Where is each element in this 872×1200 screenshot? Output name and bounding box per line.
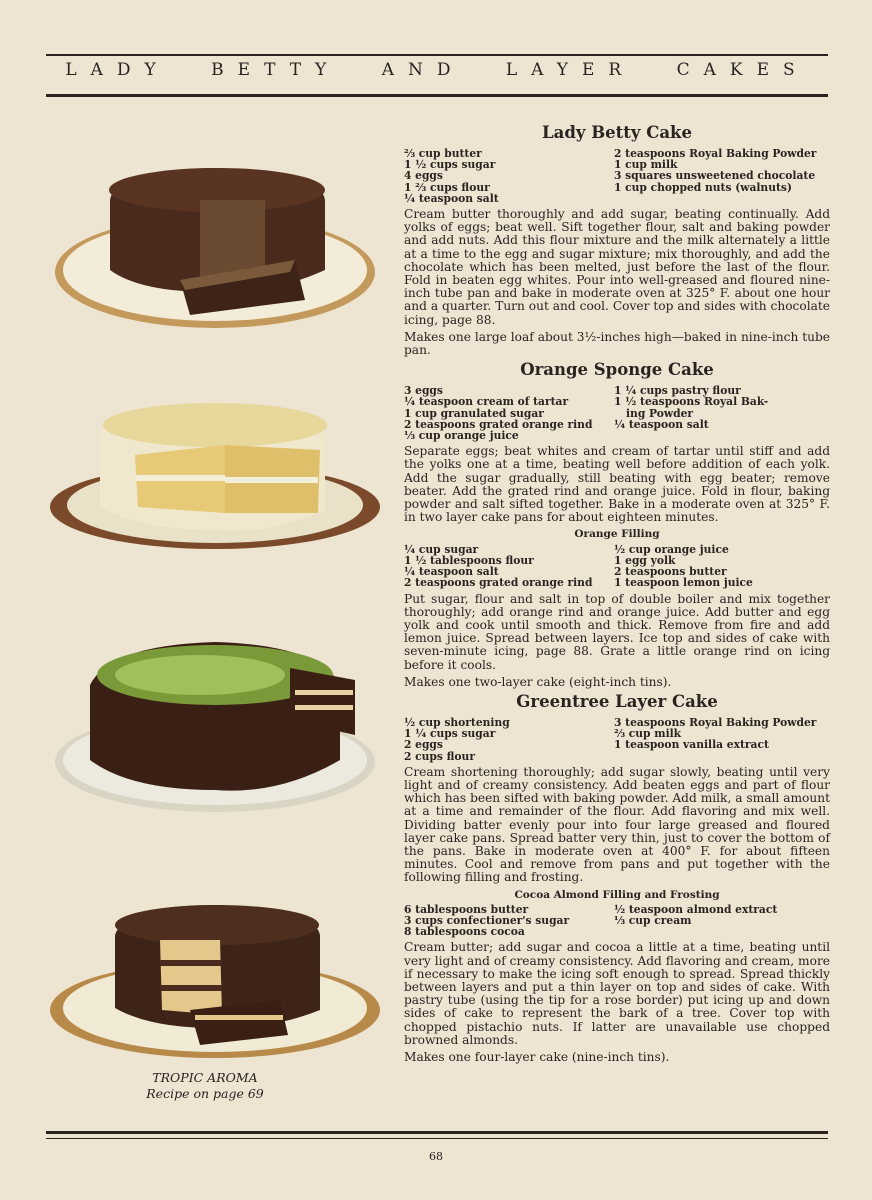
recipe-yield: Makes one large loaf about 3½-inches high—baked in nine-inch tube pan. bbox=[404, 329, 830, 358]
recipe-title: Lady Betty Cake bbox=[542, 123, 692, 142]
ingredient: ¼ teaspoon salt bbox=[404, 191, 499, 205]
ingredient: 1 teaspoon vanilla extract bbox=[614, 738, 769, 752]
caption-reference: Recipe on page 69 bbox=[146, 1086, 264, 1101]
recipe-method: Cream shortening thoroughly; add sugar slowly, beating until very light and of creamy consistency. Add beaten eggs and part of flour which has been sifted with baking powder. Add milk, a small amount at a time and remainder of the flour. Add flavoring and mix well. Dividing batter evenly pour into four large greased and floured layer cake pans. Spread batter very thin, just to cover the bottom of the pans. Bake in moderate oven at 400° F. for about fifteen minutes. Cool and remove from pans and put together with the following filling and frosting. bbox=[404, 764, 830, 885]
ingredient-list bbox=[404, 904, 830, 938]
ingredient: 2 teaspoons grated orange rind bbox=[404, 417, 593, 431]
ingredient: 1 cup granulated sugar bbox=[404, 406, 544, 420]
ingredient: 6 tablespoons butter bbox=[404, 902, 529, 916]
recipe-title: Orange Sponge Cake bbox=[520, 360, 714, 380]
ingredient: ing Powder bbox=[626, 406, 694, 420]
header-rule-bottom bbox=[46, 94, 828, 97]
ingredient: 3 eggs bbox=[404, 384, 443, 398]
running-header: LADY BETTY AND LAYER CAKES bbox=[65, 60, 809, 80]
ingredient: 1 ⅔ cups flour bbox=[404, 180, 490, 194]
ingredient: 1 ¼ cups sugar bbox=[404, 727, 496, 741]
ingredient-list bbox=[404, 544, 830, 589]
ingredient: ⅓ cup cream bbox=[614, 913, 692, 927]
ingredient: 1 cup chopped nuts (walnuts) bbox=[614, 180, 792, 194]
ingredient-list bbox=[404, 717, 830, 762]
ingredient: 2 teaspoons grated orange rind bbox=[404, 576, 593, 590]
ingredient: 3 squares unsweetened chocolate bbox=[614, 169, 816, 183]
ingredient: 2 cups flour bbox=[404, 749, 475, 763]
recipe-method: Cream butter thoroughly and add sugar, beating continually. Add yolks of eggs; beat well. Sift together flour, salt and baking powder and add nuts. Add this flour mixture and the milk alternately a little at a time to the egg and sugar mixture; mix thoroughly, and add the chocolate which has been melted, just before the last of the flour. Fold in beaten egg whites. Pour into well-greased and floured nine-inch tube pan and bake in moderate oven at 325° F. about one hour and a quarter. Turn out and cool. Cover top and sides with chocolate icing, page 88. bbox=[404, 207, 830, 327]
ingredient: 1 cup milk bbox=[614, 158, 678, 172]
ingredient: 1 ½ cups sugar bbox=[404, 158, 496, 172]
ingredient: 1 teaspoon lemon juice bbox=[614, 576, 753, 590]
recipe-subtitle: Cocoa Almond Filling and Frosting bbox=[514, 888, 720, 901]
ingredient: 4 eggs bbox=[404, 169, 443, 183]
ingredient: 1 ½ teaspoons Royal Bak- bbox=[614, 395, 769, 409]
ingredient: 1 ½ tablespoons flour bbox=[404, 553, 534, 567]
recipe-column bbox=[404, 120, 830, 1064]
ingredient-list bbox=[404, 385, 830, 441]
ingredient: 3 cups confectioner's sugar bbox=[404, 913, 570, 927]
caption-title: TROPIC AROMA bbox=[152, 1070, 258, 1085]
recipe-yield: Makes one four-layer cake (nine-inch tins). bbox=[404, 1050, 670, 1064]
ingredient: ⅔ cup milk bbox=[614, 727, 682, 741]
greentree-cake-illustration bbox=[50, 630, 385, 830]
ingredient: ¼ teaspoon cream of tartar bbox=[404, 395, 569, 409]
ingredient: 3 teaspoons Royal Baking Powder bbox=[614, 715, 817, 729]
ingredient-list bbox=[404, 148, 830, 204]
ingredient: ¼ cup sugar bbox=[404, 542, 479, 556]
tropic-aroma-cake-illustration bbox=[50, 900, 385, 1065]
ingredient: ½ teaspoon almond extract bbox=[614, 902, 778, 916]
recipe-method: Separate eggs; beat whites and cream of tartar until stiff and add the yolks one at a time, beating well before addition of each yolk. Add the sugar gradually, still beating with egg beater; remove beater. Add the grated rind and orange juice. Fold in flour, baking powder and salt sifted together. Bake in a moderate oven at 325° F. in two layer cake pans for about eighteen minutes. bbox=[404, 444, 830, 525]
ingredient: 2 teaspoons Royal Baking Powder bbox=[614, 147, 817, 160]
orange-layer-cake-illustration bbox=[50, 395, 385, 560]
ingredient: 1 egg yolk bbox=[614, 553, 676, 567]
recipe-subtitle: Orange Filling bbox=[574, 528, 660, 541]
footer-rule-bottom bbox=[46, 1138, 828, 1139]
illustration-caption bbox=[100, 1070, 310, 1102]
ingredient: 2 eggs bbox=[404, 738, 443, 752]
footer-rule-top bbox=[46, 1131, 828, 1134]
ingredient: ⅓ cup orange juice bbox=[404, 429, 519, 443]
page-number: 68 bbox=[429, 1150, 443, 1163]
recipe-method: Cream butter; add sugar and cocoa a little at a time, beating until very light and of creamy consistency. Add flavoring and cream, more if necessary to make the icing soft enough to spread. Spread thickly between layers and put a thin layer on top and sides of cake. With pastry tube (using the tip for a rose border) put icing up and down sides of cake to represent the bark of a tree. Cover top with chopped pistachio nuts. If latter are unavailable use chopped browned almonds. bbox=[404, 940, 830, 1047]
recipe-yield: Makes one two-layer cake (eight-inch tins). bbox=[404, 674, 672, 689]
ingredient: 8 tablespoons cocoa bbox=[404, 925, 525, 939]
ingredient: ½ cup orange juice bbox=[614, 542, 729, 556]
header-rule-top bbox=[46, 54, 828, 56]
ingredient: ¼ teaspoon salt bbox=[404, 565, 499, 579]
ingredient: ¼ teaspoon salt bbox=[614, 417, 709, 431]
recipe-method: Put sugar, flour and salt in top of double boiler and mix together thoroughly; add orange rind and orange juice. Add butter and egg yolk and cook until smooth and thick. Remove from fire and add lemon juice. Spread between layers. Ice top and sides of cake with seven-minute icing, page 88. Grate a little orange rind on icing before it cools. bbox=[404, 591, 830, 672]
ingredient: ½ cup shortening bbox=[404, 715, 510, 729]
ingredient: 2 teaspoons butter bbox=[614, 565, 727, 579]
ingredient: 1 ¼ cups pastry flour bbox=[614, 384, 741, 398]
ingredient: ⅔ cup butter bbox=[404, 147, 482, 160]
recipe-title: Greentree Layer Cake bbox=[516, 691, 718, 711]
chocolate-tube-cake-illustration bbox=[50, 160, 385, 335]
